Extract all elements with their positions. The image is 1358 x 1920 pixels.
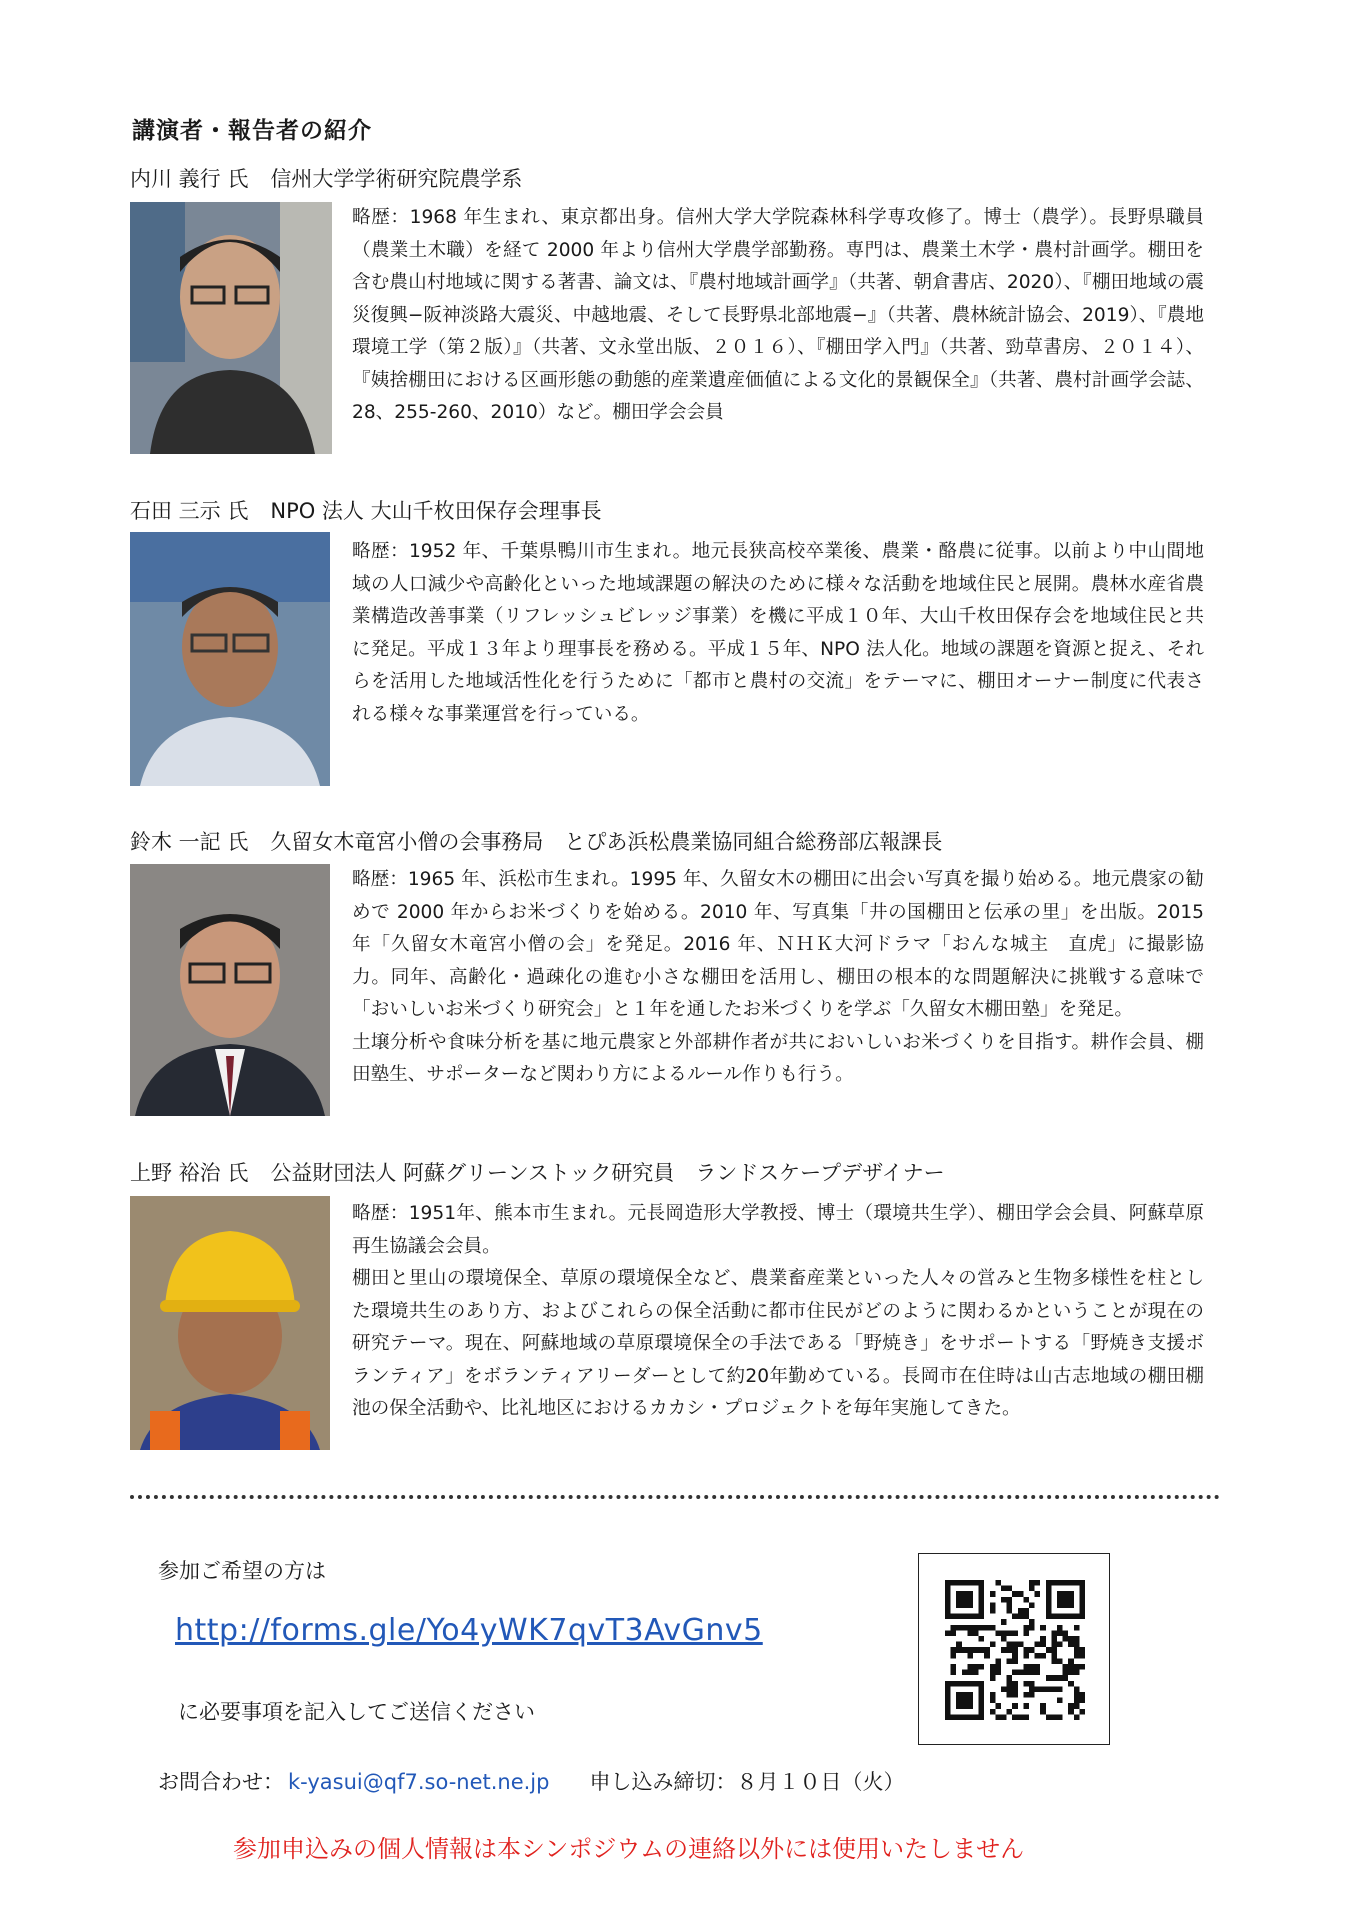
speaker-affiliation: 信州大学学術研究院農学系 [270, 167, 523, 191]
speaker-bio: 略歴：1965 年、浜松市生まれ。1995 年、久留女木の棚田に出会い写真を撮り始める。地元農家の勧めで 2000 年からお米づくりを始める。2010 年、写真集「井の国棚田と伝承の里」を出版。2015 年「久留女木竜宮小僧の会」を発足。2016 年、ＮＨＫ大河ドラマ「おんな城主 直虎」に撮影協力。同年、高齢化・過疎化の進む小さな棚田を活用し、棚田の根本的な問題解決に挑戦する意味で「おいしいお米づくり研究会」と１年を通したお米づくりを学ぶ「久留女木棚田塾」を発足。 土壌分析や食味分析を基に地元農家と外部耕作者が共においしいお米づくりを目指す。耕作会員、棚田塾生、サポーターなど関わり方によるルール作りも行う。 [352, 869, 1204, 1085]
speaker-header [130, 163, 522, 193]
qr-code [918, 1553, 1110, 1745]
contact-line [158, 1766, 904, 1796]
speaker-bio: 略歴：1951年、熊本市生まれ。元長岡造形大学教授、博士（環境共生学）、棚田学会会員、阿蘇草原再生協議会会員。 棚田と里山の環境保全、草原の環境保全など、農業畜産業といった人々の営みと生物多様性を柱とした環境共生のあり方、およびこれらの保全活動に都市住民がどのように関わるかということが現在の研究テーマ。現在、阿蘇地域の草原環境保全の手法である「野焼き」をサポートする「野焼き支援ボランティア」をボランティアリーダーとして約20年勤めている。長岡市在住時は山古志地域の棚田棚池の保全活動や、比礼地区におけるカカシ・プロジェクトを毎年実施してきた。 [352, 1203, 1204, 1419]
speaker-bio: 略歴：1952 年、千葉県鴨川市生まれ。地元長狭高校卒業後、農業・酪農に従事。以前より中山間地域の人口減少や高齢化といった地域課題の解決のために様々な活動を地域住民と展開。農林水産省農業構造改善事業（リフレッシュビレッジ事業）を機に平成１０年、大山千枚田保存会を地域住民と共に発足。平成１３年より理事長を務める。平成１５年、NPO 法人化。地域の課題を資源と捉え、それらを活用した地域活性化を行うために「都市と農村の交流」をテーマに、棚田オーナー制度に代表される様々な事業運営を行っている。 [352, 541, 1204, 725]
speaker-header [130, 826, 942, 856]
speaker-bio: 略歴：1968 年生まれ、東京都出身。信州大学大学院森林科学専攻修了。博士（農学）。長野県職員（農業土木職）を経て 2000 年より信州大学農学部勤務。専門は、農業土木学・農村計画学。棚田を含む農山村地域に関する著書、論文は、『農村地域計画学』（共著、朝倉書店、2020）、『棚田地域の震災復興−阪神淡路大震災、中越地震、そして長野県北部地震−』（共著、農林統計協会、2019）、『農地環境工学（第２版）』（共著、文永堂出版、２０１６）、『棚田学入門』（共著、勁草書房、２０１４）、『姨捨棚田における区画形態の動態的産業遺産価値による文化的景観保全』（共著、農村計画学会誌、28、255-260、2010）など。棚田学会会員 [352, 207, 1204, 423]
speaker-header [130, 495, 602, 525]
speaker-photo [130, 532, 330, 786]
apply-lead-text: 参加ご希望の方は [158, 1559, 326, 1583]
speaker-affiliation: 公益財団法人 阿蘇グリーンストック研究員 ランドスケープデザイナー [270, 1161, 945, 1185]
privacy-notice: 参加申込みの個人情報は本シンポジウムの連絡以外には使用いたしません [233, 1835, 1025, 1863]
speaker-name: 内川 義行 氏 [130, 167, 249, 191]
speaker-header [130, 1157, 945, 1187]
speaker-photo [130, 1196, 330, 1450]
speaker-name: 石田 三示 氏 [130, 499, 249, 523]
qr-code-icon [945, 1580, 1085, 1720]
dotted-divider [130, 1495, 1220, 1499]
contact-label: お問合わせ： [158, 1770, 284, 1794]
speaker-affiliation: 久留女木竜宮小僧の会事務局 とぴあ浜松農業協同組合総務部広報課長 [270, 830, 943, 854]
speaker-photo [130, 864, 330, 1116]
contact-email-link[interactable]: k-yasui@qf7.so-net.ne.jp [288, 1770, 550, 1794]
speaker-affiliation: NPO 法人 大山千枚田保存会理事長 [270, 499, 602, 523]
speaker-photo [130, 202, 332, 454]
application-form-link[interactable]: http://forms.gle/Yo4yWK7qvT3AvGnv5 [175, 1613, 763, 1648]
speaker-name: 鈴木 一記 氏 [130, 830, 249, 854]
speaker-name: 上野 裕治 氏 [130, 1161, 249, 1185]
section-title: 講演者・報告者の紹介 [132, 118, 372, 144]
deadline-text: 申し込み締切：８月１０日（火） [589, 1770, 905, 1794]
apply-note-text: に必要事項を記入してご送信ください [178, 1700, 535, 1724]
